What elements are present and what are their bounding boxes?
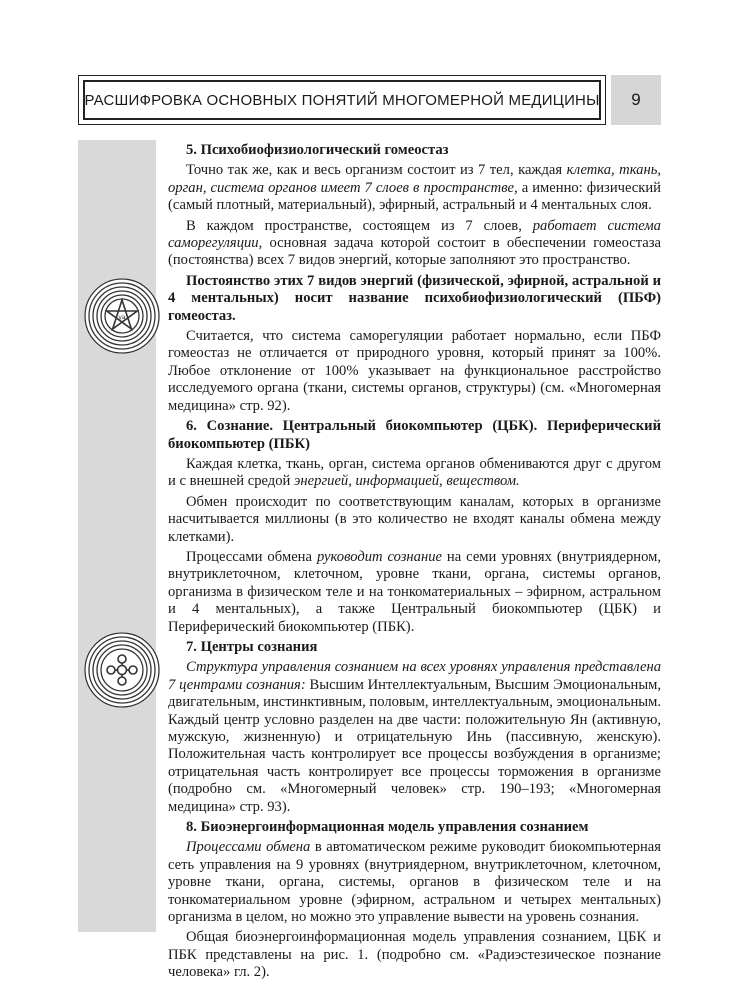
section-7-paragraph-1: Структура управления сознанием на всех уровнях управления представлена 7 центрами сознания: Высшим Интеллектуальным, Высшим Эмоциональным, двигательным, инстинктивным, половым, интеллектуальным, эмоциональным. Каждый центр условно разделен на две части: положительную Ян (активную, мужскую, жизненную) и отрицательную Инь (пассивную, женскую). Положительная часть контролирует все процессы возбуждения в организме; отрицательная часть контролирует все процессы торможения в организме (подробно см. «Многомерный человек» стр. 190–193; «Многомерная медицина» стр. 93). xyxy=(168,659,662,815)
page-number: 9 xyxy=(611,75,661,125)
section-6-paragraph-3: Процессами обмена руководит сознание на семи уровнях (внутриядерном, внутриклеточном, клеточном, уровне ткани, органа, системы органов, организма в физическом теле и на тонкоматериальных – эфирном, астральном и 4 ментальных), а также Центральный биокомпьютер (ЦБК) и Периферический биокомпьютер (ПБК). xyxy=(168,548,661,635)
section-8-paragraph-2: Общая биоэнергоинформационная модель управления сознанием, ЦБК и ПБК представлены на рис. 1. (подробно см. «Радиэстезическое познание человека» гл. 2). xyxy=(168,929,661,981)
page-title: РАСШИФРОВКА ОСНОВНЫХ ПОНЯТИЙ МНОГОМЕРНОЙ МЕДИЦИНЫ xyxy=(84,91,600,109)
section-5-paragraph-2: В каждом пространстве, состоящем из 7 слоев, работает система саморегуляции, основная задача которой состоит в обеспечении гомеостаза (постоянства) всех 7 видов энергий, которые заполняют это пространство. xyxy=(168,217,661,269)
section-6-paragraph-2: Обмен происходит по соответствующим каналам, которых в организме насчитывается миллионы (в это количество не входят каналы обмена между клетками). xyxy=(168,493,661,545)
svg-text:ya: ya xyxy=(118,314,126,321)
side-strip xyxy=(78,140,156,932)
section-6-paragraph-1: Каждая клетка, ткань, орган, система органов обмениваются друг с другом и с внешней средой энергией, информацией, веществом. xyxy=(168,455,661,490)
section-5-heading: 5. Психобиофизиологический гомеостаз xyxy=(186,142,449,158)
section-6-heading: 6. Сознание. Центральный биокомпьютер (ЦБК). Периферический биокомпьютер (ПБК) xyxy=(168,418,661,452)
section-7-heading: 7. Центры сознания xyxy=(186,638,318,655)
section-8-heading: 8. Биоэнергоинформационная модель управления сознанием xyxy=(186,819,589,836)
document-body xyxy=(168,142,661,985)
section-8-paragraph-1: Процессами обмена в автоматическом режиме руководит биокомпьютерная сеть управления на 9 уровнях (внутриядерном, внутриклеточном, клеточном, уровне ткани, органа, системы, органов в физическом теле и на тонкоматериальном уровне (эфирном, астральном и четырех ментальных) организма в целом, но можно это управление вывести на уровень сознания. xyxy=(168,839,661,926)
chakra-emblem-icon xyxy=(82,630,162,710)
section-5-paragraph-3: Постоянство этих 7 видов энергий (физической, эфирной, астральной и 4 ментальных) носит название психобиофизиологический (ПБФ) гомеостаз. xyxy=(168,272,661,324)
header-frame xyxy=(78,75,606,125)
section-5-paragraph-1: Точно так же, как и весь организм состоит из 7 тел, каждая клетка, ткань, орган, система органов имеет 7 слоев в пространстве, а именно: физический (самый плотный, материальный), эфирный, астральный и 4 ментальных слоя. xyxy=(168,162,661,214)
section-5-paragraph-4: Считается, что система саморегуляции работает нормально, если ПБФ гомеостаз не отличается от природного уровня, который принят за 100%. Любое отклонение от 100% указывает на функциональное расстройство исследуемого органа (ткани, системы органов, структуры) (см. «Многомерная медицина» стр. 92). xyxy=(168,328,661,414)
pentagram-emblem-icon xyxy=(82,276,162,356)
